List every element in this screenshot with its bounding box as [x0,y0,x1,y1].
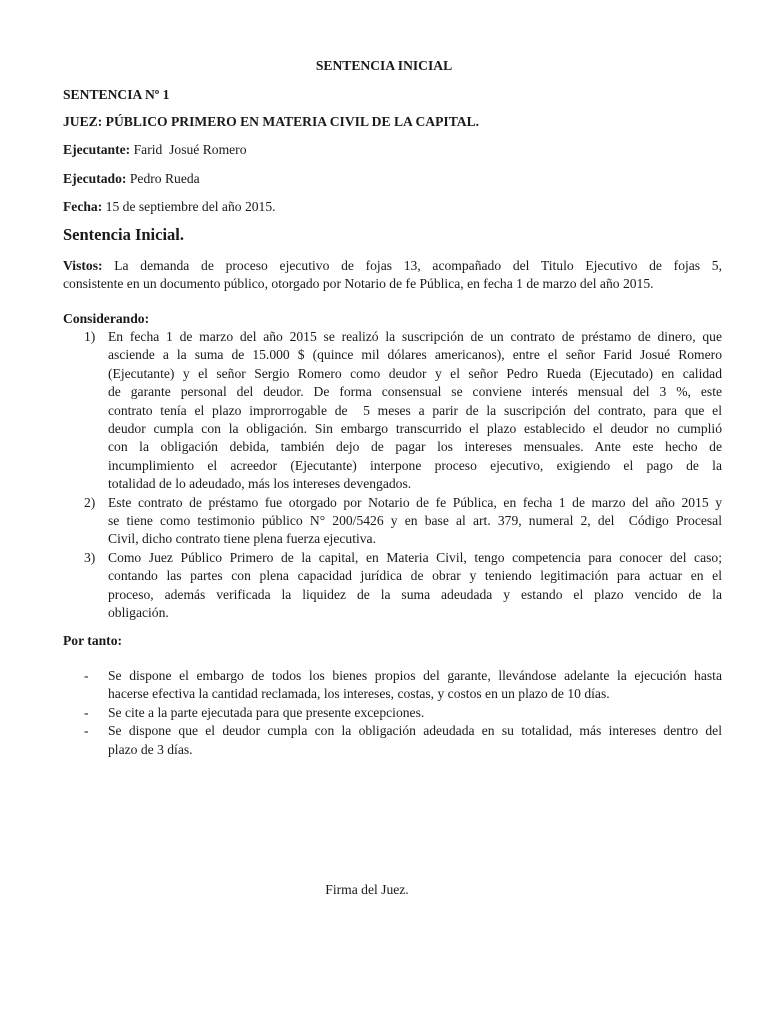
vistos-label: Vistos: [63,258,103,273]
ejecutado-field [63,170,200,188]
list-marker: - [84,704,89,720]
vistos-paragraph [63,257,722,294]
list-marker: 1) [84,329,96,344]
considerando-item [63,549,722,623]
vistos-text-1: La demanda de proceso ejecutivo de fojas 13, acompañado del Titulo Ejecutivo de fojas 5, [114,258,722,273]
fecha-field [63,198,276,216]
list-marker: 2) [84,494,96,510]
ejecutante-value: Farid Josué Romero [133,142,247,157]
list-marker: 3) [84,549,96,565]
sentence-number: SENTENCIA Nº 1 [63,87,170,102]
list-item-line: obligación. [108,605,169,621]
ejecutante-label: Ejecutante: [63,142,131,157]
fecha-label: Fecha: [63,199,103,214]
considerando-item [63,328,722,494]
considerando-item [63,494,722,549]
list-item-line: Este contrato de préstamo fue otorgado por Notario de fe Pública, en fecha 1 de marzo del año 2015 y [108,494,722,510]
por-tanto-item [63,704,722,722]
list-item-line: con la obligación debida, también dejo de pagar los intereses mensuales. Ante este hecho de [108,439,722,455]
ejecutado-value: Pedro Rueda [129,171,200,186]
document-title: SENTENCIA INICIAL [315,58,453,73]
list-item-line: incumplimiento el acreedor (Ejecutante) interpone proceso ejecutivo, exigiendo el pago de la [108,457,722,473]
vistos-line-2: consistente en un documento público, otorgado por Notario de fe Pública, en fecha 1 de marzo del año 2015. [63,276,654,292]
ejecutado-label: Ejecutado: [63,171,127,186]
list-marker: - [84,668,89,683]
list-item-line: Como Juez Público Primero de la capital, en Materia Civil, tengo competencia para conocer del caso; [108,549,722,565]
considerando-heading: Considerando: [63,311,150,326]
list-item-line: Se cite a la parte ejecutada para que presente excepciones. [108,704,425,720]
vistos-line-1 [63,257,722,275]
list-item-line: se tiene como testimonio público N° 200/5426 y en base al art. 379, numeral 2, del Código Procesal [108,513,722,529]
por-tanto-list [63,667,722,759]
list-item-line: proceso, además verificada la liquidez de la suma adeudada y estando el plazo vencido de la [108,586,722,602]
fecha-value: 15 de septiembre del año 2015. [105,199,276,214]
list-marker: - [84,723,89,739]
list-item-line: contando las partes con plena capacidad jurídica de obrar y teniendo legitimación para actuar en el [108,568,722,584]
list-item-line: hacerse efectiva la cantidad reclamada, los intereses, costas, y costos en un plazo de 10 días. [108,686,610,702]
list-item-line: Se dispone que el deudor cumpla con la obligación adeudada en su totalidad, más intereses dentro del [108,723,722,739]
list-item-line: (Ejecutante) y el señor Sergio Romero como deudor y el señor Pedro Rueda (Ejecutado) en calidad [108,365,722,381]
list-item-line: Se dispone el embargo de todos los bienes propios del garante, llevándose adelante la ejecución hasta [108,668,722,683]
list-item-line: En fecha 1 de marzo del año 2015 se realizó la suscripción de un contrato de préstamo de dinero, que [108,329,722,344]
list-item-line: de garante personal del deudor. De forma consensual se conviene interés mensual del 3 %, este [108,384,722,400]
judge-line: JUEZ: PÚBLICO PRIMERO EN MATERIA CIVIL DE LA CAPITAL. [63,114,480,129]
section-heading: Sentencia Inicial. [63,225,185,244]
considerando-list [63,328,722,623]
por-tanto-heading: Por tanto: [63,633,123,648]
judge-signature: Firma del Juez. [325,882,409,897]
list-item-line: Civil, dicho contrato tiene plena fuerza ejecutiva. [108,531,376,547]
list-item-line: contrato tenía el plazo improrrogable de 5 meses a parir de la suscripción del contrato, para que el [108,402,722,418]
list-item-line: plazo de 3 días. [108,741,193,757]
ejecutante-field [63,141,247,159]
list-item-line: deudor cumpla con la obligación. Sin embargo transcurrido el plazo establecido el deudor no cumplió [108,421,722,437]
list-item-line: asciende a la suma de 15.000 $ (quince mil dólares americanos), entre el señor Farid Josué Romero [108,347,722,363]
list-item-line: totalidad de lo adeudado, más los intereses devengados. [108,476,412,492]
por-tanto-item [63,667,722,704]
por-tanto-item [63,722,722,759]
